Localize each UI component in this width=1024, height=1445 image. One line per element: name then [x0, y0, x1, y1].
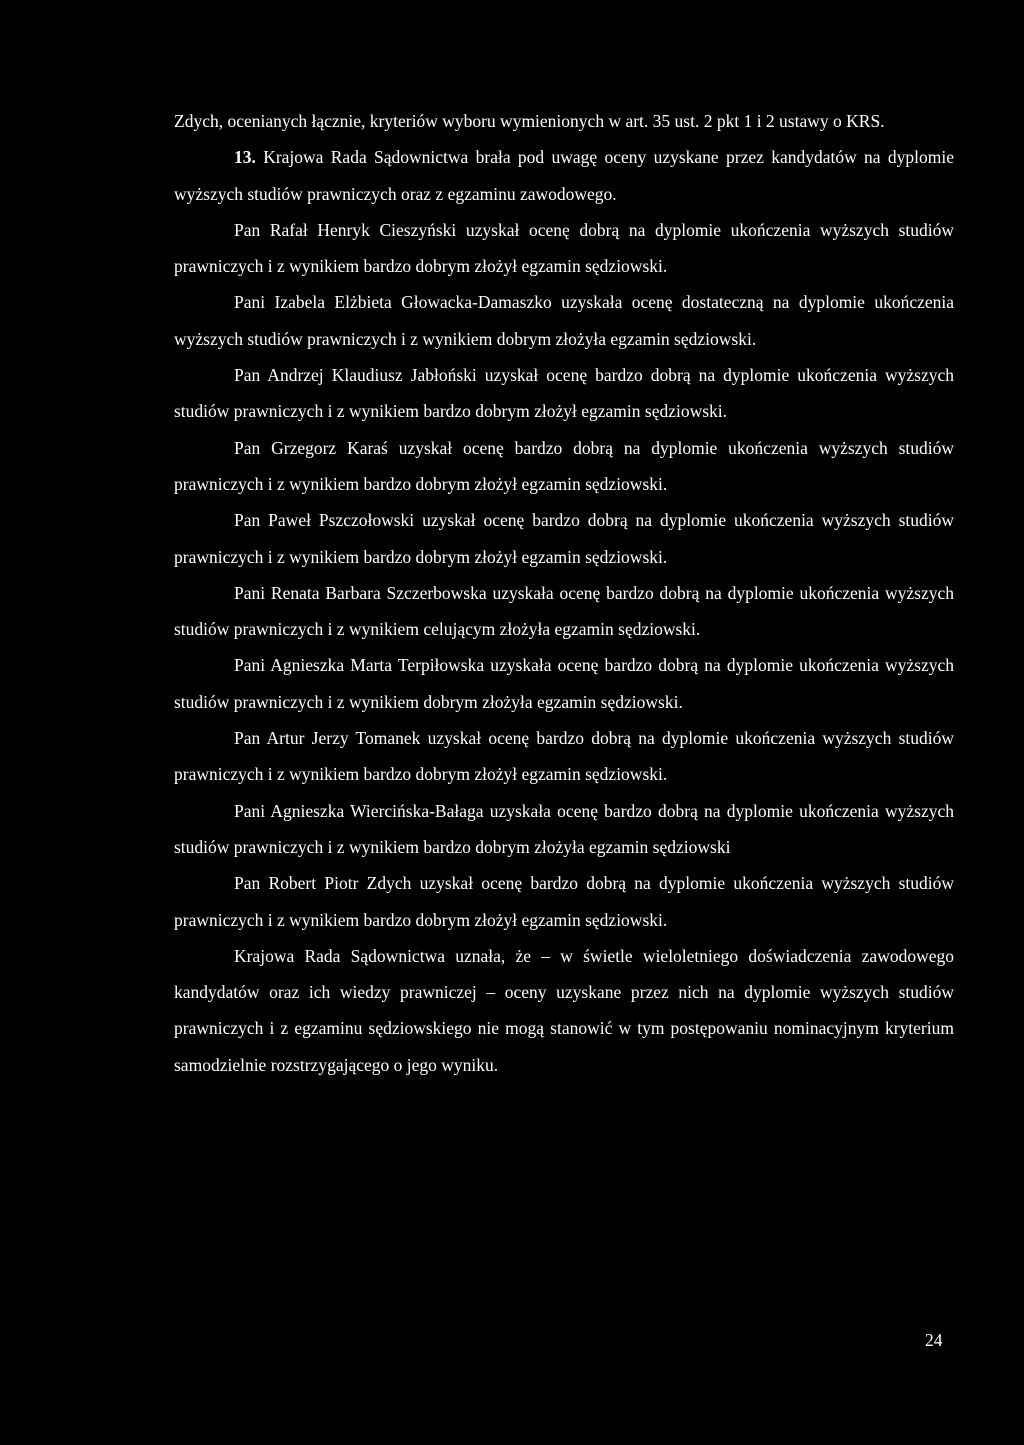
- candidate-paragraph-karas: Pan Grzegorz Karaś uzyskał ocenę bardzo dobrą na dyplomie ukończenia wyższych studiów prawniczych i z wynikiem bardzo dobrym złożył egzamin sędziowski.: [174, 437, 954, 494]
- candidate-paragraph-terpilowska: Pani Agnieszka Marta Terpiłowska uzyskała ocenę bardzo dobrą na dyplomie ukończenia wyższych studiów prawniczych i z wynikiem dobrym złożyła egzamin sędziowski.: [174, 655, 954, 712]
- opening-paragraph: Zdych, ocenianych łącznie, kryteriów wyboru wymienionych w art. 35 ust. 2 pkt 1 i 2 ustawy o KRS.: [174, 111, 885, 131]
- candidate-paragraph-wiercinska-balaga: Pani Agnieszka Wiercińska-Bałaga uzyskała ocenę bardzo dobrą na dyplomie ukończenia wyższych studiów prawniczych i z wynikiem bardzo dobrym złożyła egzamin sędziowski: [174, 800, 954, 857]
- candidate-paragraph-pszczolowski: Pan Paweł Pszczołowski uzyskał ocenę bardzo dobrą na dyplomie ukończenia wyższych studiów prawniczych i z wynikiem bardzo dobrym złożył egzamin sędziowski.: [174, 510, 954, 567]
- page-number: 24: [925, 1330, 943, 1350]
- candidate-paragraph-tomanek: Pan Artur Jerzy Tomanek uzyskał ocenę bardzo dobrą na dyplomie ukończenia wyższych studiów prawniczych i z wynikiem bardzo dobrym złożył egzamin sędziowski.: [174, 728, 954, 785]
- candidate-paragraph-glowacka-damaszko: Pani Izabela Elżbieta Głowacka-Damaszko uzyskała ocenę dostateczną na dyplomie ukończenia wyższych studiów prawniczych i z wynikiem dobrym złożyła egzamin sędziowski.: [174, 292, 954, 349]
- document-body: [174, 103, 954, 1083]
- candidate-paragraph-zdych: Pan Robert Piotr Zdych uzyskał ocenę bardzo dobrą na dyplomie ukończenia wyższych studiów prawniczych i z wynikiem bardzo dobrym złożył egzamin sędziowski.: [174, 873, 954, 930]
- section-intro: Krajowa Rada Sądownictwa brała pod uwagę oceny uzyskane przez kandydatów na dyplomie wyższych studiów prawniczych oraz z egzaminu zawodowego.: [174, 147, 954, 204]
- candidate-paragraph-jablonski: Pan Andrzej Klaudiusz Jabłoński uzyskał ocenę bardzo dobrą na dyplomie ukończenia wyższych studiów prawniczych i z wynikiem bardzo dobrym złożył egzamin sędziowski.: [174, 365, 954, 422]
- candidate-paragraph-szczerbowska: Pani Renata Barbara Szczerbowska uzyskała ocenę bardzo dobrą na dyplomie ukończenia wyższych studiów prawniczych i z wynikiem celującym złożyła egzamin sędziowski.: [174, 582, 954, 640]
- conclusion-paragraph: Krajowa Rada Sądownictwa uznała, że – w świetle wieloletniego doświadczenia zawodowego kandydatów oraz ich wiedzy prawniczej – oceny uzyskane przez nich na dyplomie wyższych studiów prawniczych i z egzaminu sędziowskiego nie mogą stanowić w tym postępowaniu nominacyjnym kryterium samodzielnie rozstrzygającego o jego wyniku.: [174, 945, 954, 1075]
- candidate-paragraph-cieszynski: Pan Rafał Henryk Cieszyński uzyskał ocenę dobrą na dyplomie ukończenia wyższych studiów prawniczych i z wynikiem bardzo dobrym złożył egzamin sędziowski.: [174, 219, 954, 277]
- section-number: 13.: [234, 147, 256, 168]
- section-13-paragraph: [174, 139, 954, 212]
